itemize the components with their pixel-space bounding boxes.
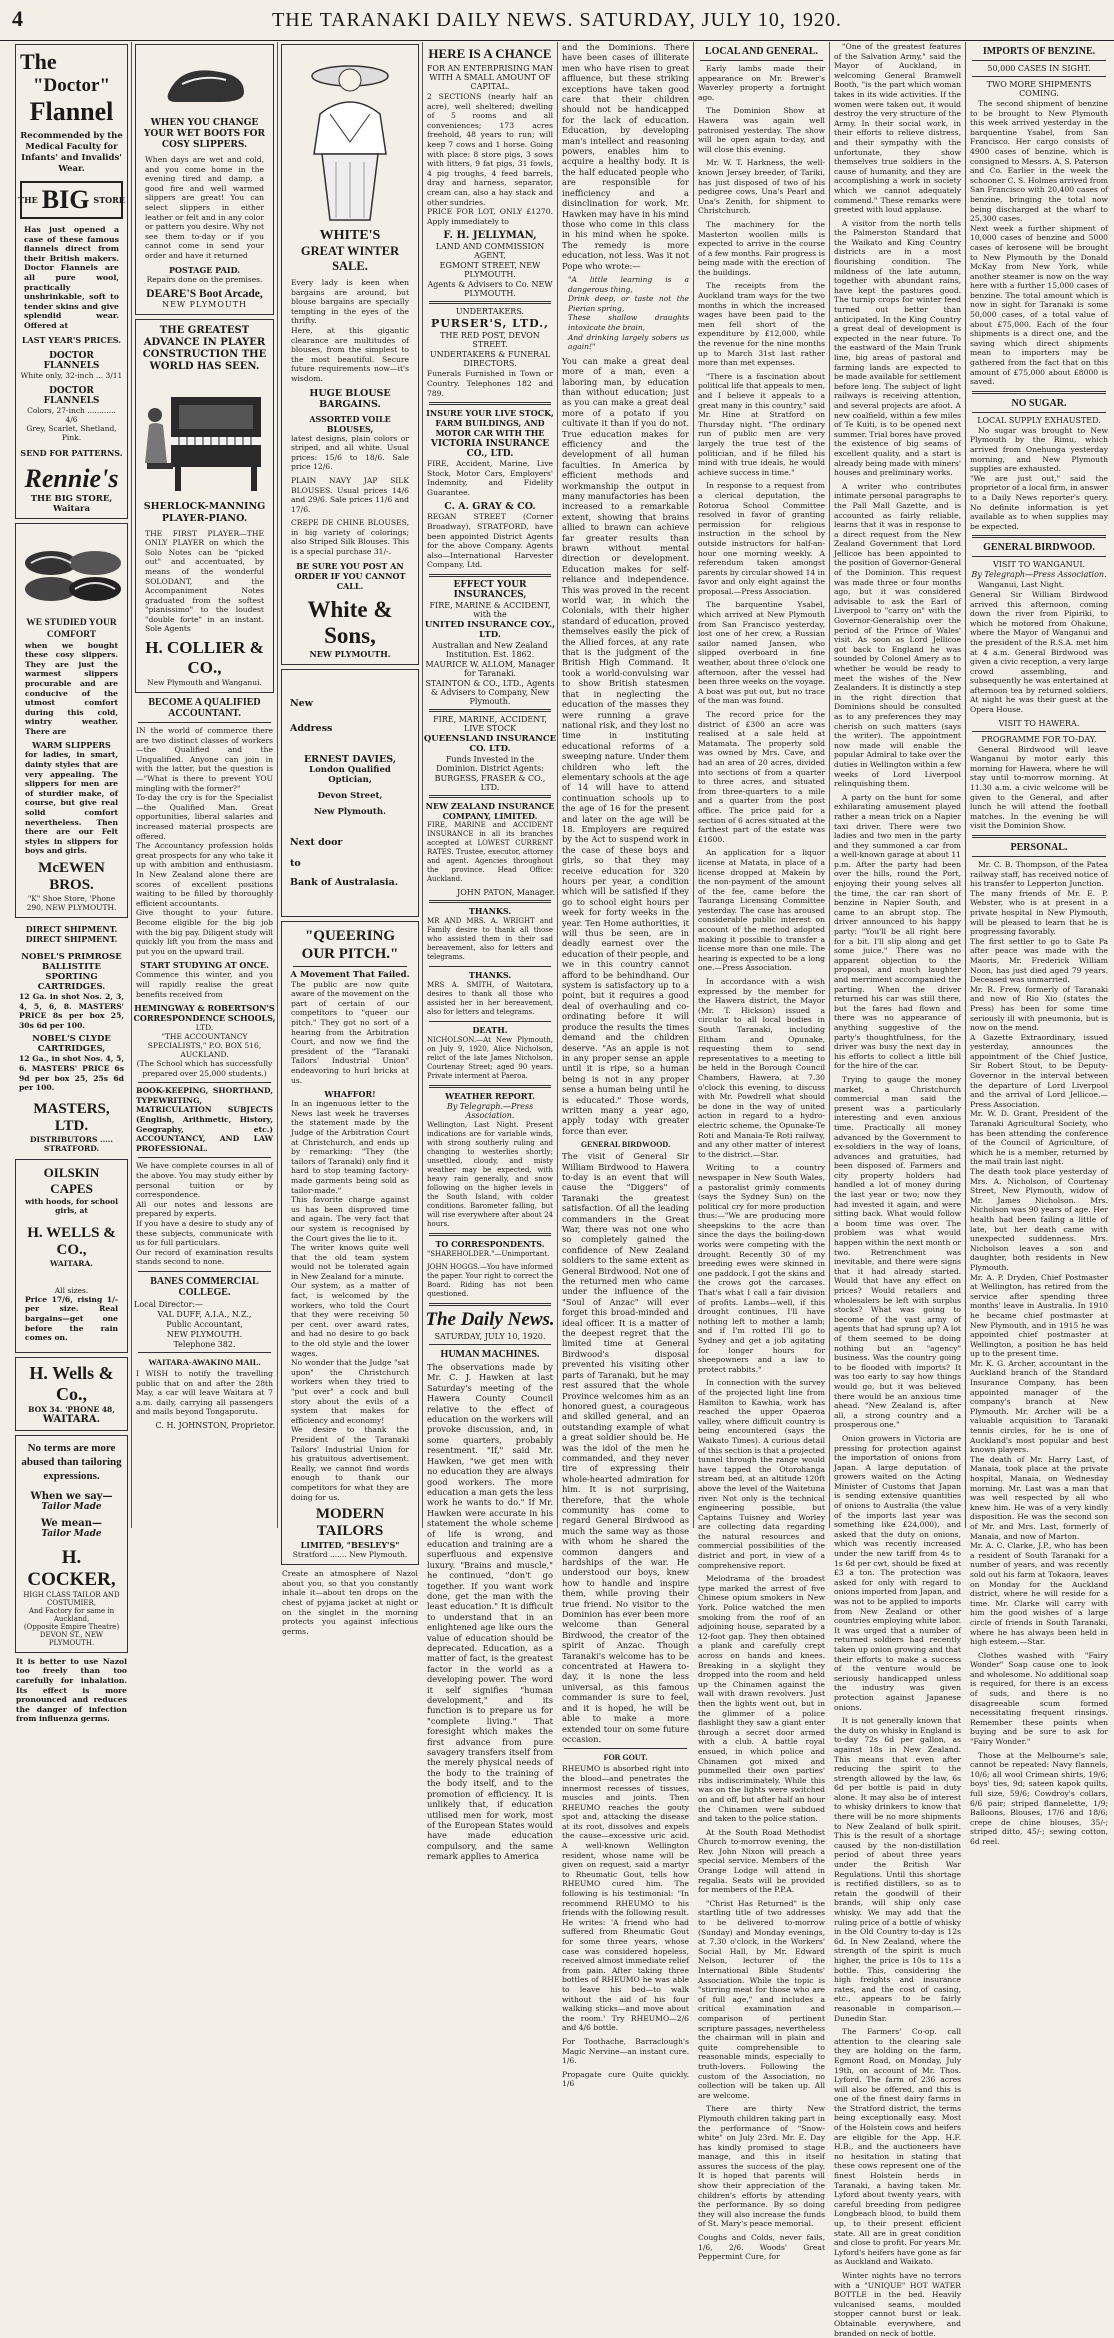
gout-body: RHEUMO is absorbed right into the blood—and penetrates the innermost recesses of tissues, muscles and joints. Then RHEUMO reaches the gouty spot and, attacking the disease at its root, dissolves and expels the cause—excessive uric acid. A well-known Wellington resident, whose name will be given on request, said a martyr to Rheumatic Gout, tells how RHEUMO cured him. The following is his testimonial: "In recommend RHEUMO to his friends with the following result. He writes: 'A friend who had suffered from Rheumatic Gout for some three years, whose case was considered hopeless, received almost immediate relief from pain. After taking three bottles of RHEUMO he was able to leave his bed—to walk without the aid of his four walking sticks—and move about the room.' Try RHEUMO—2/6 and 4/6 bottle.	[562, 1764, 689, 2033]
whites-name: White & Sons,	[307, 596, 393, 648]
cocker-a3: (Opposite Empire Theatre)	[23, 1622, 120, 1631]
cocker-t5: Tailor Made	[41, 1528, 102, 1539]
banes-town: NEW PLYMOUTH.	[166, 1329, 243, 1339]
deare-town: NEW PLYMOUTH	[162, 299, 247, 309]
column-3	[278, 42, 423, 1636]
cocker-a1: HIGH CLASS TAILOR AND COSTUMIER,	[23, 1590, 120, 1607]
banes-title: Public Accountant,	[166, 1319, 243, 1329]
local-p2: The Dominion Show at Hawera was again well patronised yesterday. The show will be open again to-day, and will close this evening.	[698, 106, 825, 154]
united-body: Australian and New Zealand Institution. Est. 1862.	[432, 641, 548, 660]
nz-insurance-body: FIRE, MARINE and ACCIDENT INSURANCE in all its branches accepted at LOWEST CURRENT RATES. Trustee, executor, attorney and agent. Agencies throughout the province. Head Office: Auckland.	[427, 821, 553, 884]
accountant-body: IN the world of commerce there are two distinct classes of workers—the Qualified and the Unqualified. Anyone can join in with the latter, but the question is—"What is there to prevent YOU mingling with the former?" To-day the cry is for the Specialist—the Qualified Man. Great opportunities, liberal salaries and increased material prospects are offered. The Accountancy profession holds great prospects for any who take it up with ambition and enthusiasm. In New Zealand alone there are scores of excellent positions waiting to be filled by thoroughly efficient accountants. Give thought to your future. Become eligible for the big job with the big pay. Diligent study will quickly lift you from the mass and put you on the upward trail.	[136, 726, 273, 956]
df2-line1: Colors, 27-inch ............ 4/6	[27, 405, 116, 424]
nz-insurance-manager: JOHN PATON, Manager.	[457, 888, 555, 898]
local-general-heading: LOCAL AND GENERAL.	[704, 46, 819, 57]
collier-name: H. COLLIER & CO.,	[145, 638, 264, 678]
cocker-t1: No terms are more abused than tailoring expressions.	[21, 1441, 122, 1482]
davies-next: Next door	[290, 836, 343, 848]
banes-name: BANES COMMERCIAL COLLEGE.	[150, 1275, 259, 1298]
ballistite-text: 12 Ga. in shot Nos. 2, 3, 4, 5, 6, 8. MASTERS' PRICE 8s per box 25, 30s 6d per 100.	[19, 992, 124, 1030]
oilskin-price: Price 17/6, rising 1/- per size. Real bargains—get one before the rain comes on.	[25, 1294, 118, 1343]
col7-p8: The Farmers' Co-op. call attention to the clearing sale they are holding on the farm, Egmont Road, on Monday, July 19th, on account of Mr. Thos. Lyford. The farm of 236 acres will also be offered, and this is one of the finest dairy farms in the Stratford district, the terms being exceptionally easy. Most of the Holstein cows and heifers are eligible for the App. H.F. H.B., and the auctioneers have no hesitation in stating that these cows represent one of the finest Holstein herds in Taranaki, a having taken Mr. Lyford about twenty years, with careful breeding from pedigree Longbeach blood, to build them up, to their present efficient state. All are in great condition and close to profit. For years Mr. Lyford's heifers have gone as far as Auckland and Waikato.	[834, 2027, 961, 2267]
local-p15: At the South Road Methodist Church to-morrow evening, the Rev. John Nixon will preach a special service. Members of the Orange Lodge will attend in regalia. Seats will be provided for members of the P.P.A.	[698, 1827, 825, 1895]
cocker-a4: DEVON ST., NEW PLYMOUTH.	[39, 1630, 104, 1647]
warm-slippers: WARM SLIPPERS	[32, 740, 111, 751]
local-p11: In accordance with a wish expressed by the member for the Hawera district, the Mayor (Mr. T. Hickson) issued a circular to all local bodies in South Taranaki, including Eltham and Opunake, requesting them to send representatives to a meeting to be held in the Borough Council Chambers, Hawera, at 7.30 o'clock this evening, to discuss with Mr. Powdrell what should be done in the way of united action in regard to a hydro-electric scheme, the Opunake-Te Roti and Manaia-Te Roti railway, and any other matter of interest to the district.—Star.	[698, 977, 825, 1159]
birdwood-heading: GENERAL BIRDWOOD.	[580, 1140, 671, 1150]
modern-ltd: LIMITED, "BESLEY'S"	[300, 1540, 400, 1551]
gray-name: C. A. GRAY & CO.	[444, 501, 536, 513]
logo-store: STORE	[93, 195, 125, 205]
df1-line: White only, 32-inch ... 3/11	[20, 370, 123, 380]
thanks-1-body: MR AND MRS. A. WRIGHT and Family desire to thank all those who assisted them in their sad bereavement, also for letters and telegrams.	[427, 917, 553, 962]
nz-insurance-name: NEW ZEALAND INSURANCE COMPANY, LIMITED.	[425, 801, 555, 822]
oilskin-ad	[15, 1159, 128, 1353]
oilskin-town: WAITARA.	[50, 1258, 93, 1268]
send-patterns: SEND FOR PATTERNS.	[20, 447, 123, 458]
deare-ad	[135, 44, 274, 315]
victoria-body: FIRE, Accident, Marine, Live Stock, Motor Cars, Employers' Indemnity, and Fidelity Guarantee.	[427, 459, 553, 497]
mail-heading: WAITARA-AWAKINO MAIL.	[148, 1356, 261, 1367]
daily-news-nameplate: The Daily News.	[425, 1309, 555, 1331]
queering-heading: "QUEERING OUR PITCH."	[301, 927, 399, 962]
davies-new: New	[290, 697, 313, 709]
davies-t3: New Plymouth.	[314, 806, 386, 817]
benzine-heading: IMPORTS OF BENZINE.	[982, 46, 1096, 57]
queensland-name: QUEENSLAND INSURANCE CO. LTD.	[423, 734, 557, 755]
direct-shipment-2: DIRECT SHIPMENT.	[25, 934, 118, 944]
df2-line2: Grey, Scarlet, Shetland, Pink.	[26, 423, 117, 442]
rennies-address: THE BIG STORE, Waitara	[30, 493, 113, 514]
rule	[700, 60, 823, 61]
gb-heading: GENERAL BIRDWOOD.	[983, 542, 1095, 554]
deare-heading: WHEN YOU CHANGE YOUR WET BOOTS FOR COSY SLIPPERS.	[143, 118, 266, 150]
local-p14: Melodrama of the broadest type marked the arrest of five Chinese opium smokers in New York. Police watched the men smoking from the roof of an adjoining house, separated by a 12-foot gap. They then obtained a plank and carefully crept across on hands and knees. Breaking in a skylight they dropped into the room and held up the Chinamen against the wall with drawn revolvers. Just then the lights went out, but in the glimmer of a police flashlight they saw a giant enter through a secret door armed with a club. A battle royal ensued, in which police and Chinamen got mixed and pummelled their own parties' ribs indiscriminately. While this was on the lights were switched on and off, but after half an hour the Chinamen were subdued and taken to the police station.	[698, 1574, 825, 1824]
clothes-notice: Clothes washed with "Fairy Wonder" Soap cause one to look and wholesome. No additional soap is required, for there is an excess of suds, and there is no disagreeable scum formed necessitating frequent rinsings. Remember these points when buying and be sure to ask for "Fairy Wonder."	[970, 1650, 1108, 1747]
cocker-a2: And Factory for same in Auckland,	[28, 1606, 115, 1623]
oilskin-sizes: All sizes.	[54, 1285, 89, 1295]
melbourne-notice: Those at the Melbourne's sale, cannot be repeated: Navy flannels, 10/6; all wool Crimean shirts, 19/6; boys' ties, 9d; sateen kapok quilts, full size, 59/6; Cowdroy's collars, 6/6 pair; striped flannelette, 1/9; Balloons, Blouses, 17/6 and 18/6; crepe de chine blouses, 35/-; striped ditto, 45/-; sewing cotton, 6d reel.	[970, 1750, 1108, 1846]
mcewen-ad	[15, 523, 128, 918]
rule	[293, 966, 407, 967]
sugar-body: No sugar was brought to New Plymouth by the Rimu, which arrived from Onehunga yesterday morning, and New Plymouth supplies are exhausted. "We are just out," said the proprietor of a local firm, in answer to a Daily News reporter's query. No definite information is yet available as to when supplies may be expected.	[970, 425, 1108, 531]
victoria-name: VICTORIA INSURANCE CO., LTD.	[430, 439, 550, 460]
whites-title: WHITE'S	[319, 228, 381, 243]
nazol-notice-2: Create an atmosphere of Nazol about you, so that you constantly inhale it—about ten drops on the chest of pyjama jacket at night or on the singlet in the morning protects you against infectious germs.	[282, 1569, 418, 1636]
local-p9: The record price for the district of £300 an acre was realised at a sale held at Matamata. The property sold was owned by Mrs. Cave, and had an area of 20 acres, divided into sections of from a quarter to three acres, and situated from three-quarters to a mile and a quarter from the post office. The price paid for a section of 6 acres situated at the farthest part of the estate was £1600.	[698, 710, 825, 844]
queering-ad	[281, 921, 419, 1565]
cocker-t4: We mean—	[41, 1517, 102, 1529]
collier-body: THE FIRST PLAYER—THE ONLY PLAYER on which the Solo Notes can be "picked out" and accentuated, by means of the wonderful SOLODANT, and the Accompaniment Notes graduated from the softest "pianissimo" to the loudest "double forte" in an instant. Sole Agents	[145, 528, 264, 634]
local-p13: In connection with the survey of the projected light line from Hamilton to Kawhia, work has reached the upper Opaeroa valley, where difficult country is being encountered (says the Waikato Times). A curious detail of this section is that a projected tunnel through the range would have tapped the Otorohanga stream bed, at an altitude 120ft above the level of the Waitetuna river. Not only is the technical engineering possible, but Captains Tuisney and Worley are collecting data regarding the natural resources and commercial possibilities of the district and port, in view of a comprehensive report.	[698, 1378, 825, 1570]
local-p17: There are thirty New Plymouth children taking part in the performance of "Snow-white" on July 23rd. Mr. E. Day has kindly promised to stage manage, and this in itself assures the success of the play. It is hoped that parents will show their appreciation of the children's efforts by attending the performance. By so doing they will also increase the funds of St. Mary's peace memorial.	[698, 2104, 825, 2229]
accountant-ltd: LTD.	[195, 1023, 214, 1033]
davies-name: ERNEST DAVIES,	[303, 753, 397, 765]
queering-whaffor: WHAFFOR!	[324, 1089, 376, 1100]
sugar-heading: NO SUGAR.	[1011, 397, 1067, 409]
rule	[972, 731, 1106, 732]
jellyman-t2: EGMONT STREET, NEW PLYMOUTH.	[439, 261, 541, 280]
rule	[429, 1021, 551, 1022]
benzine-sub1: 50,000 CASES IN SIGHT.	[987, 64, 1091, 73]
jellyman-t3: Agents & Advisers to Co. NEW PLYMOUTH.	[427, 280, 553, 299]
column-5	[558, 42, 694, 2089]
big-store-logo	[20, 181, 123, 219]
united-manager: MAURICE W. ALLOM, Manager for Taranaki.	[425, 660, 555, 679]
banes-ad	[132, 1271, 277, 1349]
local-p7: In response to a request from a clerical deputation, the Rotorua School Committee resolved in favor of granting permission for religious instruction in the school by outside instructors for half-an-hour one morning weekly. A referendum taken amongst parents by circular showed 14 in favor and only eight against the proposal.—Press Association.	[698, 481, 825, 596]
mcewen-headline: WE STUDIED YOUR COMFORT	[26, 617, 117, 640]
recommended-text: Recommended by the Medical Faculty for Infants' and Invalids' Wear.	[20, 131, 123, 174]
coughs-notice: Coughs and Colds, never fails, 1/6, 2/6. Woods' Great Peppermint Cure, for	[698, 2233, 825, 2262]
whites-ad	[281, 44, 419, 665]
davies-bank: Bank of Australasia.	[290, 876, 399, 888]
mail-body: I WISH to notify the travelling public that on and after the 28th May, a car will leave Waitara at 7 a.m. daily, carrying all passengers and mails beyond Tongaporutu.	[136, 1368, 273, 1417]
local-p8: The barquentine Ysabel, which arrived at New Plymouth from San Francisco yesterday, lost one of her crew, a Russian sailor named Jansen, who slipped overboard in fine weather, about three o'clock one afternoon, after the vessel had been three weeks on the voyage. A boat was put out, but no trace of the man was found.	[698, 600, 825, 706]
mcewen-address: "K" Shoe Store, 'Phone 290, NEW PLYMOUTH.	[26, 894, 117, 912]
deare-postage: POSTAGE PAID.	[168, 264, 241, 275]
weather-by: By Telegraph.—Press Association.	[446, 1102, 534, 1121]
correspondents-heading: TO CORRESPONDENTS.	[435, 1239, 545, 1250]
accountant-subjects: BOOK-KEEPING, SHORTHAND, TYPEWRITING, MATRICULATION SUBJECTS (English, Arithmetic, History, Geography, etc.) ACCOUNTANCY, AND LAW PROFESSIONAL.	[136, 1086, 273, 1153]
wells-name: H. Wells & Co.,	[29, 1362, 114, 1404]
oilskin-sub: with hoods, for school girls, at	[25, 1196, 118, 1215]
gray-body: REGAN STREET (Corner Broadway), STRATFORD, have been appointed District Agents for the above Company. Agents also—International Harvester Company, Ltd.	[427, 512, 553, 570]
mail-ad	[132, 1352, 277, 1430]
cocker-name: H. COCKER,	[27, 1546, 116, 1590]
col7-p1: "One of the greatest features of the Salvation Army," said the Mayor of Auckland, in welcoming General Bramwell Booth, "is the part which woman takes in its wide activities. If the women were taken out, it would destroy the very structure of the Army. In their social work, in their efforts to relieve distress, and their sympathy with the unfortunate, they show themselves true soldiers in the cause of humanity, and they are accomplishing a work in society which we cannot adequately commend." These remarks were greeted with loud applause.	[834, 42, 961, 215]
modern-town: Stratford ....... New Plymouth.	[292, 1550, 408, 1560]
cocker-t3: Tailor Made	[41, 1501, 102, 1512]
pursers-line: UNDERTAKERS & FUNERAL DIRECTORS.	[429, 350, 551, 369]
thanks-2-body: MRS A. SMITH, of Waitotara, desires to thank all those who assisted her in her bereavement, also for letters and telegrams.	[427, 981, 553, 1017]
whites-post: BE SURE YOU POST AN ORDER IF YOU CANNOT CALL.	[294, 560, 406, 591]
mcewen-body1: when we bought these cosy slippers. They are just the warmest slippers procurable and are conducive of the utmost comfort during this cold, wintry weather. There are	[25, 640, 118, 736]
queensland-heading: FIRE, MARINE, ACCIDENT, LIVE STOCK	[433, 715, 547, 734]
queering-body: The public are now quite aware of the movement on the part of certain of our competitors to "queer our pitch." They got no sort of a hearing from the Arbitration Court, and now we find the president of the "Taranaki Tailors' Industrial Union" endeavoring to hurl bricks at us.	[291, 979, 409, 1085]
player-piano-illustration	[141, 377, 269, 497]
pursers-addr: THE RED POST, DEVON STREET.	[440, 331, 540, 350]
rule	[972, 835, 1106, 838]
education-body: and the Dominions. There have been cases of illiterate men who have risen to great affluence, but these striking exceptions have taken good care that their children should not be handicapped for the lack of education. Education, by developing man's intellect and reasoning powers, enables him to acquire a healthy body. It is the half educated people who are responsible for inefficiency and a disinclination for work. Mr. Hawken may have in his mind those who come in this class in his mind when he spoke. The remedy is more education, not less. Was it not Pope who wrote:—	[562, 42, 689, 271]
column-1	[12, 42, 132, 1724]
rule	[138, 1271, 271, 1272]
accountant-firm: HEMINGWAY & ROBERTSON'S CORRESPONDENCE SCHOOLS,	[133, 1003, 276, 1024]
columns	[12, 42, 1112, 2338]
pursers-name: PURSER'S, LTD.,	[431, 317, 549, 331]
banes-person: VAL DUFF, A.I.A., N.Z.,	[157, 1309, 252, 1319]
col7-p4: A party on the hunt for some exhilarating amusement played rather a mean trick on a Napier taxi driver. There were two ladies and two men in the party and they summoned a car from a well-known garage at about 11 p.m. After the party had been over the hills, round the Port, enjoying their young selves all the time, the car ran short of benzine in Napier South, and came to an abrupt stop. The driver announced to his happy party: "You'll be all right here for a bit. I'll slip along and get some juice." There was no apparent objection to the proposal, and much laughter and merriment accompanied the parting. When the driver returned his car was still there, but the fares had flown and there was no appearance of anything suggestive of the party's thoughtfulness, for the driver was busy the next day in his efforts to collect a little bill for the hire of the car.	[834, 792, 961, 1071]
slippers-illustration	[21, 533, 125, 613]
column-7	[830, 42, 966, 2338]
collier-heading: THE GREATEST ADVANCE IN PLAYER CONSTRUCTION THE WORLD HAS SEEN.	[142, 324, 267, 372]
column-4	[423, 42, 558, 1862]
death-body: NICHOLSON.—At New Plymouth, on July 9, 1920, Alice Nicholson, relict of the late James Nicholson, Courtenay Street; aged 90 years. Private interment at Paeroa.	[427, 1036, 553, 1081]
human-machines-body: The observations made by Mr. C. J. Hawken at last Saturday's meeting of the Hawera County Council relative to the effect of education on the workers will provoke discussion, and, in some quarters, probably resentment. "If," said Mr. Hawken, "we get men with no education they are always good workers. The more education a man gets the less work he wants to do." If Mr. Hawken were accurate in his statement the whole scheme of life is wrong, and education and training are a superfluous and expensive luxury. "Brains and muscle," he continued, "don't go together. If you want work done, get the man with the least education." It is difficult to understand that in an enlightened age like ours the value of education should be deprecated. Education, as a matter of fact, is the greatest factor in the world as a developing power. The word it self signifies "human development," and its function is to prepare us for "complete living." That foresight which makes the first advance from pure savagery transfers itself from the merely physical needs of the body to the training of the body itself, and to the promotion of efficiency. It is unlikely that, if education utilised men for work, most of the European States would have made education compulsory, and the same remark applies to America	[427, 1362, 553, 1862]
weather-heading: WEATHER REPORT.	[445, 1091, 535, 1102]
victoria-ad	[423, 408, 557, 570]
col7-p2: A visitor from the north tells the Palmerston Standard that the Waikato and King Country districts are in a most flourishing condition. The mildness of the late autumn, together with abundant rains, have kept the pastures good. The turnip crops for winter feed turned out better than anticipated. In the King Country a great deal of development is expected in the near future. To the eastward of the Main Trunk line, big areas of pastoral and farming lands are expected to be made available for settlement before long. The subject of light railways is receiving attention, and several projects are afoot. A new coalfield, within a few miles of Te Kuiti, is to be opened next summer. Trial bores have proved the existence of big seams of excellent quality, and a start is already being made with miners' houses and preliminary works.	[834, 218, 961, 478]
wells-town: WAITARA.	[42, 1413, 101, 1425]
rule	[429, 1344, 551, 1345]
oilskin-wells: H. WELLS & CO.,	[27, 1224, 116, 1258]
local-p16: "Christ Has Returned" is the startling title of two addresses to be delivered to-morrow (Sunday) and Monday evenings, at 7.30 o'clock, in the Workers' Social Hall, by Mr. Edward Nelson, lecturer of the International Bible Students' Association. While the topic is "stirring meat for those who are of full age," and includes a critical examination and comparison of pertinent scripture passages, nevertheless the chairman will in plain and quite comprehensible to reasonable minds, especially to truth-lovers. Following the custom of the Association, no collection will be taken up. All are welcome.	[698, 1898, 825, 2100]
ballistite-heading: NOBEL'S PRIMROSE BALLISTITE SPORTING CARTRIDGES.	[21, 952, 122, 992]
local-p6: "There is a fascination about political life that appeals to men, and I believe it appeals to a great many in this country," said Mr. Hine at Stratford on Thursday night. "The ordinary run of public men are very largely the true test of the politician, and if he filled his mind with true ideals, he would achieve success in time."	[698, 371, 825, 477]
rule	[429, 795, 551, 798]
rule	[429, 574, 551, 577]
jellyman-name: F. H. JELLYMAN,	[443, 230, 537, 242]
gout-heading: FOR GOUT.	[603, 1753, 648, 1763]
queensland-ad	[423, 715, 557, 792]
accountant-ad	[132, 697, 277, 1267]
rule	[972, 556, 1106, 557]
collier-ad	[135, 319, 274, 694]
nz-insurance-ad	[423, 801, 557, 897]
col7-p3: A writer who contributes intimate personal paragraphs to the Pall Mall Gazette, and is accounted as fairly reliable, learns that it was in response to a direct request from the New Zealand Government that Lord Jellicoe has been appointed to the position of Governor-General of the Dominion. This request was made three or four months ago, but it was considered advisable to ask the Earl of Liverpool to "carry on" with the Governor-Generalship over the period of the Prince of Wales' visit. As soon as Lord Jellicoe got back to England he was sounded by Colonel Amery as to whether he would be ready to meet the wishes of the New Zealanders. It is distinctly a step in the right direction that Dominions should be consulted as to any preferences they may cherish on such matters (says the writer). The appointment now made will enable the popular Admiral to take over the duties in Wellington within a few weeks of Lord Liverpool relinquishing them.	[834, 481, 962, 789]
rennies-logo: Rennie's	[24, 463, 119, 493]
davies-ad	[281, 669, 419, 917]
flannel-body: Has just opened a case of these famous flannels direct from their British makers. Doctor Flannels are all pure wool, practically unshrinkable, soft to tender skins and give splendid wear. Offered at	[24, 225, 119, 330]
deare-repairs: Repairs done on the premises.	[146, 274, 263, 284]
rule	[138, 1082, 271, 1083]
queering-body2: In an ingenuous letter to the News last week he traverses the statement made by the Judge of the Arbitration Court at Christchurch, and ends up by remarking: "They (the tailors of Taranaki) only find it hard to stop teaming factory-made garments being sold as tailor-made." This favorite charge against us has been disproved time and again. The very fact that our system is recognised by the Court gives the lie to it. The writer knows quite well that the old team system would not be tolerated again in New Zealand for a minute. Our system, as a matter of fact, is welcomed by the workers, who told the Court that they were receiving 50 per cent. over award rates, and had no desire to go back to the old style and the lower wages. No wonder that the Judge "sat upon" the Christchurch workers when they tried to "put over" a cock and bull story about the evils of a system that makes for efficiency and economy! We desire to thank the President of the Taranaki Tailors' Industrial Union for his gratuitous advertisement. Really, we cannot find words enough to thank our competitors for what they are doing for us.	[291, 1099, 409, 1502]
rule	[972, 60, 1106, 61]
accountant-passed: (The School which has successfully prepared over 25,000 students.)	[136, 1059, 273, 1078]
personal-body: Mr. C. B. Thompson, of the Patea railway staff, has received notice of his transfer to Lepperton Junction. The many friends of Mr. E. P. Webster, who is at present in a private hospital in New Plymouth, will be pleased to learn that he is progressing favorably. The first settler to go to Gate Pa after peace was made with the Maoris, Mr. Frederick William Noon, has just died aged 79 years. Deceased was unmarried. Mr. R. Frew, formerly of Taranaki and now of Rio Xio (states the Press) has been for some time seriously ill with pneumonia, but is now on the mend. A Gazette Extraordinary, issued yesterday, announces the appointment of the Chief Justice, Sir Robert Stout, to be Deputy-Governor in the interval between the departure of Lord Liverpool and the arrival of Lord Jellicoe.—Press Association. Mr. W. D. Grant, President of the Taranaki Agricultural Society, who has been attending the conference of the Council of Agriculture, of which he is a member, returned by the mail train last night. The death took place yesterday of Mrs. A. Nicholson, of Courtenay Street, New Plymouth, widow of Mr. James Nicholson. Mrs. Nicholson was 90 years of age. Her health had been failing a little of late, but her death came with unexpected suddenness. Mrs. Nicholson leaves a son and daughter, both residents in New Plymouth. Mr. A. P. Dryden, Chief Postmaster at Wellington, has retired from the service after spending three months' leave in Australia. In 1910 he became chief postmaster at New Plymouth, and in 1915 he was appointed chief postmaster at Wellington, a position he has held up to the present time. Mr. K. G. Archer, accountant in the Auckland branch of the Standard Insurance Company, has been appointed manager of the company's branch at New Plymouth. Mr. Archer will be a valuable acquisition to Taranaki tennis circles, for he is one of Auckland's most popular and best known players. The death of Mr. Harry Last, of Manaia, took place at the private hospital, Manaia, on Wednesday morning. Mr. Last was a man that was well respected by all who knew him. He was of a very kindly disposition. He was the second son of Mr. and Mrs. Last, formerly of Manaia, and now of Marton. Mr. A. C. Clarke, J.P., who has been a resident of South Taranaki for a number of years, and was recently sold out his farm at Tokaora, leaves on Monday for the Auckland district, where he will reside for a time. Mr. Clarke will carry with him the good wishes of a large circle of friends in South Taranaki, where he has always been held in high esteem.—Star.	[970, 860, 1108, 1647]
local-p12: Writing to a country newspaper in New South Wales, a pastoralist grimly comments (says the Sydney Sun) on the political cry for more production thus:—"We are producing more sheepskins to the acre than since the days the boiling-down works were competing with the drought. Recently 30 of my breeding ewes were skinned in one paddock. I got the skins and the crows got the carcases. That's what I call a fair division of profits. Lambs—well, if this drought continues, I'll have nothing left to mother a lamb; and if I'm rotted I'll go to Sydney and get a job agitating for longer hours for sheepowners and a law to protect rabbits."	[698, 1163, 825, 1374]
human-machines-heading: HUMAN MACHINES.	[440, 1349, 540, 1361]
personal-heading: PERSONAL.	[1010, 842, 1068, 853]
collier-town: New Plymouth and Wanganui.	[147, 678, 262, 688]
united-agents: STAINTON & CO., LTD., Agents & Advisers to Company, New Plymouth.	[425, 679, 555, 707]
col7-p5: Trying to gauge the money market, a Christchurch commercial man said the present was a particularly interesting and even anxious time. Practically all money advanced by the Government to ex-soldiers in the way of loans, advances and gratuities, had been disposed of. Farmers and city property holders had handled a lot of money during the last year or two; now they had invested it again, and were sitting back. What would follow a boom time was over. The problem was what would happen within the next month or two. Retrenchment was inevitable, and there were signs that it had already started. Would that have any effect on prices? Would retailers and wholesalers be left with surplus stocks? What was going to become of the vast army of agents that had sprung up? A lot of them seemed to be doing nothing but an "agency" business. Was the country going to be flooded with imports? It was too early to say how things would go, but it was believed there would be an anxious time ahead. "New Zealand is, after all, a strong country and a prosperous one."	[834, 1074, 961, 1430]
rule	[429, 966, 551, 967]
accountant-body2: Commence this winter, and you will rapidly realise the great benefits received from	[136, 970, 273, 999]
masters-name: MASTERS, LTD.	[33, 1100, 110, 1134]
chance-heading: HERE IS A CHANCE	[428, 46, 552, 61]
davies-to: to	[290, 857, 301, 869]
col7-p6: Onion growers in Victoria are pressing for protection against the importation of onions from Japan. A large deputation of growers waited on the Acting Minister of Customs that Japan is sending extensive quantities of onions to Australia (the value of the imports last year was something like £24,000), and asked that the duty on onions, which was recently increased under the new tariff from 4s to 1s 6d per cwt, should be fixed at £3 a ton. The protection was asked for only with regard to onions imported from Japan, and was not to be applied to imports from New Zealand or other countries employing white labor. It was urged that a number of returned soldiers had recently taken up onion growing and that their efforts to make a success of the venture would be seriously handicapped unless the industry was given protection against Japanese onions.	[834, 1433, 961, 1712]
thanks-1-heading: THANKS.	[468, 906, 512, 917]
undertakers-label: UNDERTAKERS.	[455, 307, 525, 317]
doctor-flannel-ad	[15, 44, 128, 519]
mail-signature: C. H. JOHNSTON, Proprietor.	[155, 1420, 275, 1430]
rule	[138, 1352, 271, 1353]
df1-title: DOCTOR FLANNELS	[43, 350, 100, 371]
united-name: UNITED INSURANCE COY., LTD.	[424, 620, 556, 641]
whites-v1b: latest designs, plain colors or striped, and all white. Usual prices: 15/6 to 18/6. Sale price 12/6.	[291, 433, 409, 472]
mcewen-name: McEWEN BROS.	[38, 860, 105, 893]
accountant-specialists: "THE ACCOUNTANCY SPECIALISTS," P.O. BOX 516, AUCKLAND.	[147, 1032, 262, 1060]
rule	[429, 900, 551, 903]
rule	[564, 1748, 687, 1749]
ad-word-doctor: "Doctor"	[32, 75, 110, 96]
sugar-sub: LOCAL SUPPLY EXHAUSTED.	[977, 415, 1101, 425]
davies-address-label: Address	[290, 722, 333, 734]
weather-body: Wellington, Last Night. Present indications are for variable winds, with strong southerly ruling and changing to westerlies shortly; unsettled, cloudy, and misty weather may be expected, with heavy rain generally, and snow following on the higher levels in the South Island, with colder conditions. Barometer falling, but will rise everywhere after about 24 hours.	[427, 1121, 553, 1229]
death-heading: DEATH.	[472, 1025, 508, 1036]
rule	[972, 391, 1106, 394]
chance-body: 2 SECTIONS (nearly half an acre), well sheltered; dwelling of 5 rooms and all conveniences; 173 acres freehold, 48 years to run; will keep 7 cows and 1 horse. Going with place: 8 store pigs, 3 sows with litters, 9 fat pigs, 31 fowls, 4 pig troughs, 4 feed barrels, dray and harness, separator, cream can, also a hay stack and other sundries. PRICE FOR LOT, ONLY £1270. Apply immediately to	[427, 92, 553, 226]
toothache-notice: For Toothache, Barraclough's Magic Nervine—an instant cure. 1/6.	[562, 2036, 689, 2066]
df2-title: DOCTOR FLANNELS	[43, 385, 100, 406]
local-p1: Early lambs made their appearance on Mr. Brewer's Waverley property a fortnight ago.	[698, 64, 825, 102]
rule	[972, 535, 1106, 538]
queering-sub: A Movement That Failed.	[290, 969, 410, 980]
whites-v3: CREPE DE CHINE BLOUSES, in big variety of colorings; also Striped Silk Blouses. This is a special purchase 31/-.	[291, 518, 409, 557]
ad-word-the: The	[20, 49, 57, 74]
col7-p9: Winter nights have no terrors with a "UNIQUE" HOT WATER BOTTLE in the bed. Heavily vulcanised seams, moulded stopper cannot burst or leak. Obtainable everywhere, and branded on neck of bottle.	[834, 2270, 961, 2338]
davies-t1: London Qualified Optician,	[309, 764, 391, 785]
visit-body: Wanganui, Last Night. General Sir William Birdwood arrived this afternoon, coming down the river from Pipiriki, to which he motored from Ohakune, where the Mayor of Wanganui and the president of the R.S.A. met him at 4 a.m. General Birdwood was given a civic reception, a very large crowd assembling, and subsequently he was entertained at afternoon tea by returned soldiers. At night he was their guest at the Opera House.	[970, 580, 1108, 715]
united-heading: EFFECT YOUR INSURANCES,	[453, 580, 527, 601]
deare-body: When days are wet and cold, and you come home in the evening tired and damp, a good fire and well warmed slippers are great! You can select slippers in either leather or felt and in any color or pattern you desire. Why not see them to-day or if you cannot come in send your order and have it returned	[145, 155, 264, 260]
clyde-text: 12 Ga., in shot Nos. 4, 5, 6. MASTERS' PRICE 6s 9d per box 25, 25s 6d per 100.	[19, 1054, 124, 1093]
chance-ad	[423, 46, 557, 298]
birdwood-body: The visit of General Sir William Birdwood to Hawera to-day is an event that will cause the "Diggers" of Taranaki the greatest satisfaction. Of all the leading commanders in the Great War, there was not one who so completely gained the confidence of New Zealand soldiers to the same extent as General Birdwood. Not one of the returned men who came under the influence of the "Soul of Anzac" will ever forget this broad-minded and ideal officer. It is a matter of the deepest regret that the limited time at General Birdwood's disposal prevented his visiting other parts of Taranaki, but he may rest assured that the whole Province welcomes him as an honored guest, a courageous and skilled general, and an outstanding example of what a great soldier should be. He was the idol of the men he commanded, and they never tire of expressing their whole-hearted admiration for him. It is not surprising, therefore, that the whole community has come to regard General Birdwood as much the same way as those with whom he shared the common dangers and hardships of the war. He understood our boys, knew how to handle and inspire them, while proving their true friend. No visitor to the Dominion has ever been more welcome than General Birdwood, the creator of the spirit of Anzac. Though Taranaki's welcome has to be concentrated at Hawera to-day, it is none the less universal, as this famous commander is sure to feel, and it is hoped, he will be able to make a more extended tour on some future occasion.	[562, 1151, 689, 1744]
col7-p7: It is not generally known that the duty on whisky in England is to-day 72s 6d per gallon, as against 18s in New Zealand. This means that even after reducing the spirit to the strength allowed by the law, 6s 6d per bottle is paid in duty alone. It may also be of interest to whisky drinkers to know that there will be no more shipments to New Zealand of bulk spirit. This is the result of a shortage caused by the non-distillation period of about three years under the British War Regulations. Until this shortage is rectified distillers, so as to retain the goodwill of their brands, will ship only case whisky. We may add that the ruling price of a bottle of whisky in the Old Country to-day is 12s 6d. In New Zealand, where the strength of the spirit is much higher, the price is 10s to 11s a bottle. This, considering the high freights and insurance rates, and the cost of casing, etc., appears to be fairly reasonable in comparison.—Dunedin Star.	[834, 1716, 961, 2023]
pope-poem: "A little learning is a dangerous thing, Drink deep, or taste not the Pierian spring, These shallow draughts intoxicate the brain, And drinking largely sobers us again!"	[568, 274, 689, 352]
visit-by: By Telegraph—Press Association.	[971, 570, 1107, 580]
pursers-body: Funerals Furnished in Town or Country. Telephones 182 and 789.	[427, 369, 553, 398]
rule	[429, 402, 551, 405]
wells-box: BOX 34. 'PHONE 48,	[28, 1404, 115, 1414]
whites-town: NEW PLYMOUTH.	[309, 648, 391, 659]
local-p4: The machinery for the Masterton woollen mills is expected to arrive in the course of a few months. Fair progress is being made with the erection of the buildings.	[698, 219, 825, 277]
programme-body: General Birdwood will leave Wanganui by motor early this morning for Hawera, where he will stay until to-morrow morning. At 11.30 a.m. a civic welcome will be given to the General, and after lunch he will attend the football matches. In the evening he will visit the Dominion Show.	[970, 744, 1108, 831]
rule	[972, 856, 1106, 857]
masthead-title: THE TARANAKI DAILY NEWS. SATURDAY, JULY 10, 1920.	[272, 8, 842, 31]
propagate-notice: Propagate cure Quite quickly. 1/6	[562, 2069, 689, 2089]
whites-v1: ASSORTED VOILE BLOUSES,	[309, 413, 391, 434]
correspondents-1: "SHAREHOLDER."—Unimportant.	[427, 1250, 550, 1259]
ad-word-flannel: Flannel	[29, 97, 114, 126]
accountant-complete: We have complete courses in all of the above. You may study either by personal tuition or by correspondence. All our notes and lessons are prepared by experts. If you have a desire to study any of these subjects, communicate with us for full particulars. Our record of examination results stands second to none.	[136, 1161, 273, 1267]
jellyman-t1: LAND AND COMMISSION AGENT,	[435, 242, 545, 261]
rule	[429, 1303, 551, 1306]
benzine-sub2: TWO MORE SHIPMENTS COMING.	[986, 80, 1092, 98]
wells-ad	[15, 1357, 128, 1431]
column-8	[966, 42, 1112, 1846]
visit-wanganui-heading: VISIT TO WANGANUI.	[992, 560, 1086, 570]
victoria-heading: INSURE YOUR LIVE STOCK, FARM BUILDINGS, AND MOTOR CAR WITH THE	[426, 408, 554, 439]
slipper-illustration	[160, 54, 250, 114]
banes-director: Local Director:—	[134, 1299, 204, 1309]
queensland-body: Funds Invested in the Dominion. District Agents:	[436, 755, 544, 774]
local-p10: An application for a liquor license at Matata, in place of a license dropped at Makein by the non-payment of the amount of the fee, came before the Tauranga Licensing Committee yesterday. The case has aroused considerable public interest on account of the method adopted making it possible to transfer a license more than one mile. The hearing is expected to be a long one.—Press Association.	[698, 848, 825, 973]
rule	[429, 709, 551, 712]
logo-the: THE	[18, 195, 38, 205]
nazol-notice-1: It is better to use Nazol too freely than too carefully for inhalation. Its effect is more pronounced and reduces the danger of infection from influenza germs.	[16, 1656, 127, 1724]
modern-tailors: MODERN TAILORS	[315, 1506, 385, 1540]
column-2	[132, 42, 278, 1528]
queensland-agents: BURGESS, FRASER & CO., LTD.	[434, 774, 546, 793]
rule	[972, 412, 1106, 413]
whites-body: Every lady is keen when bargains are around, but blouse bargains are specially tempting in the eyes of the thrifty. Here, at this gigantic clearance are multitudes of blouses, from the simplest to the most beautiful. Secure future requirements now—it's wisdom.	[291, 278, 409, 383]
rule	[429, 301, 551, 304]
whites-huge: HUGE BLOUSE BARGAINS.	[309, 387, 391, 410]
collier-subheading: SHERLOCK-MANNING PLAYER-PIANO.	[143, 500, 266, 524]
whites-sale: GREAT WINTER SALE.	[300, 244, 400, 273]
united-ad	[423, 580, 557, 706]
accountant-start: START STUDYING AT ONCE.	[140, 960, 269, 971]
benzine-body: The second shipment of benzine to be brought to New Plymouth this week arrived yesterday in the barquentine Ysabel, from San Francisco. Her cargo consists of 4900 cases of benzine, which is consigned to Messrs. A. S. Paterson and Co. Earlier in the week the schooner C. S. Holmes arrived from San Francisco with 20,400 cases of benzine, bringing the total now being discharged at the wharf to 25,300 cases. Next week a further shipment of 10,000 cases of benzine and 5000 cases of kerosene will be brought to New Plymouth by the Donald McKay from New York, while another steamer is now on the way here with a further 15,000 cases of benzine. The total amount which is now in sight for Taranaki is some 50,000 cases, of a total value of about £75,000. Each of the four shipments is a direct one, and the saving which direct shipments mean to importers may be gathered from the fact that on this amount of £75,000 about £8000 is saved.	[970, 99, 1108, 387]
daily-news-date: SATURDAY, JULY 10, 1920.	[434, 1332, 546, 1342]
lady-illustration	[300, 54, 400, 224]
banes-telephone: Telephone 382.	[173, 1339, 236, 1349]
correspondents-2: JOHN HOGGS.—You have informed the paper. Your right to correct the Board. Riding has not been questioned.	[427, 1263, 553, 1299]
united-sub: FIRE, MARINE & ACCIDENT, with the	[429, 601, 551, 620]
column-6	[694, 42, 830, 2262]
accountant-heading: BECOME A QUALIFIED ACCOUNTANT.	[148, 697, 261, 720]
visit-hawera-heading: VISIT TO HAWERA.	[998, 718, 1080, 728]
logo-big: BIG	[41, 185, 90, 214]
rule	[429, 1085, 551, 1088]
davies-t2: Devon Street,	[317, 790, 383, 801]
whites-v2: PLAIN NAVY JAP SILK BLOUSES. Usual prices 14/6 and 29/6. Sale prices 11/6 and 17/6.	[291, 475, 409, 514]
cocker-ad	[15, 1435, 128, 1653]
page-number: 4	[12, 6, 23, 31]
rule	[972, 76, 1106, 77]
chance-sub: FOR AN ENTERPRISING MAN WITH A SMALL AMOUNT OF CAPITAL.	[426, 64, 554, 91]
clyde-heading: NOBEL'S CLYDE CARTRIDGES,	[32, 1034, 111, 1055]
mcewen-body2: for ladies, in smart, dainty styles that are very appealing. The slippers for men are of sturdier make, of course, but give real solid comfort nevertheless. Then there are our Felt styles in slippers for boys and girls.	[25, 750, 118, 856]
last-year-prices: LAST YEAR'S PRICES.	[21, 334, 122, 345]
local-p3: Mr. W. T. Harkness, the well-known Jersey breeder, of Tariki, has just disposed of two of his pedigree cows, Una's Pearl and Una's Zenith, for shipment to Christchurch.	[698, 158, 825, 216]
programme-heading: PROGRAMME FOR TO-DAY.	[981, 734, 1097, 744]
deare-name: DEARE'S Boot Arcade,	[146, 287, 263, 300]
education-body2: You can make a great deal more of a man, even a laboring man, by education than without education; just as you can make a great deal more of a potato if you cultivate it than if you do not. True education makes for efficiency and the development of all human faculties. In America by efficient methods and workmanship the output in many manufactories has been increased to a remarkable extent, showing that brains allied to brawn can achieve far greater results than brawn without mental direction or development. Education makes for self-reliance and independence. This was proved in the recent world war, in which the Colonials, with their higher standard of education, proved themselves easily the pick of the Allied forces, at any rate that is the judgment of the British High Command. It took a world-convulsing war to show British statesmen that in neglecting the education of the masses they were running a grave national risk, and they lost no time in instituting educational reforms of a sweeping nature. Under them children who left the elementary schools at the age of 14 will have to attend continuation schools up to the age of 16 for the present and later on the age will be 18. Employers are required by the Act to suspend work in the case of these boys and girls, so that they may receive education for 320 hours per year, a condition which will be satisfied if they go to school eight hours per week for forty weeks in the year. Ten Home authorities, it will thus be seen, are in deadly earnest over the education of their people, and we in this country cannot afford to be behindhand. Our system is satisfactory up to a point, but it requires a good deal of overhauling and co-ordinating before it will produce the results the times demand and the children deserve. "As an apple is not in any proper sense an apple until it is ripe, so a human being is not in any proper sense a human being until he is educated." Those words, written many a year ago, apply today with greater force than ever.	[562, 355, 689, 1136]
cocker-t2: When we say—	[30, 1490, 113, 1502]
masthead	[0, 0, 1114, 41]
thanks-2-heading: THANKS.	[468, 970, 512, 981]
ballistite-ad	[15, 924, 128, 1153]
oilskin-heading: OILSKIN CAPES	[43, 1164, 100, 1196]
undertakers-ad	[423, 307, 557, 398]
rule	[138, 1157, 271, 1158]
direct-shipment-1: DIRECT SHIPMENT.	[25, 924, 118, 934]
masters-distributors: DISTRIBUTORS ..... STRATFORD.	[29, 1134, 114, 1153]
local-p5: The receipts from the Auckland tram ways for the two months in which the increased wages have been paid to the men fell short of the expenditure by £12,000, while the revenue for the nine months up to March 31st last rather more than met expenses.	[698, 281, 825, 368]
rule	[429, 1233, 551, 1236]
rule	[138, 722, 271, 723]
